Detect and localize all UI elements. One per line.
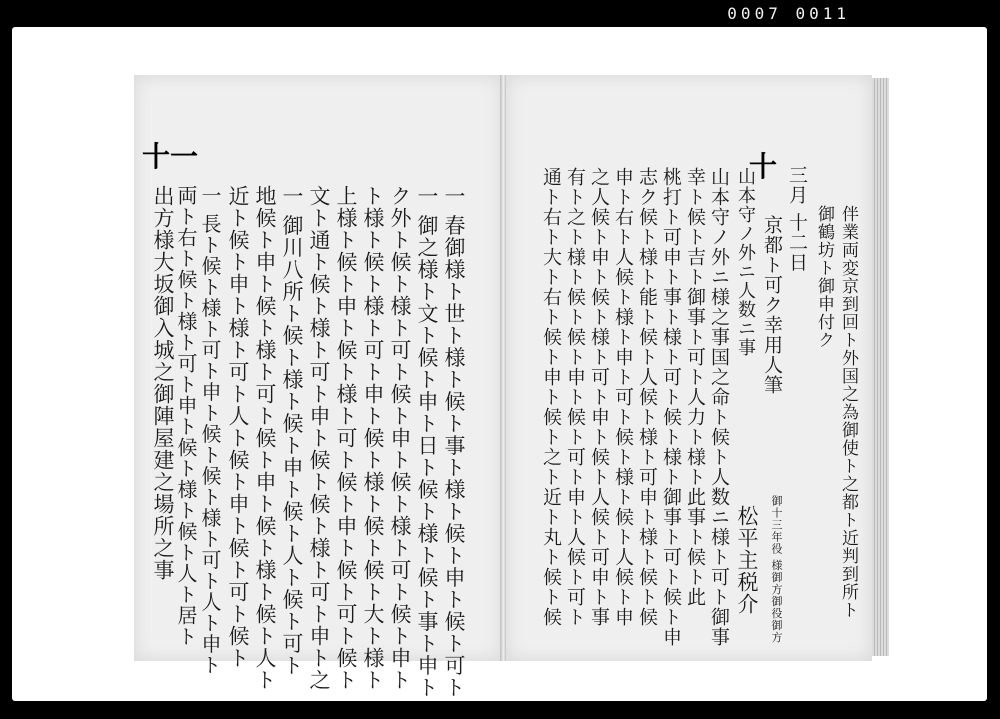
right-column-4: 京都ト可ク幸用人筆 <box>761 215 783 395</box>
left-column-1: 一 春御様ト世ト様ト候ト事ト様ト候ト申ト候ト可ト <box>442 185 466 699</box>
frame-counter: 0007 0011 <box>727 4 850 23</box>
left-column-5: 上様ト候ト申ト候ト様ト可ト候ト申ト候ト可ト候ト <box>334 185 358 691</box>
left-page <box>134 75 502 699</box>
left-column-4: ト様ト候ト様ト可ト申ト候ト様ト候ト候ト大ト様ト <box>361 185 385 691</box>
left-column-11: 両ト右ト候ト様ト可ト申ト候ト様ト候ト人ト居ト <box>174 185 198 647</box>
right-section-mark: 十 <box>749 150 778 183</box>
left-column-7: 一 御川八所ト候ト様ト候ト申ト候ト人ト候ト可ト <box>280 185 304 677</box>
left-column-10: 一 長ト候ト様ト可ト申ト候ト候ト様ト可ト人ト申ト <box>198 185 222 676</box>
right-column-5: 山本守ノ外ニ人数ニ事 <box>735 167 756 357</box>
right-column-1: 伴業両変京到回ト外国之為御使ト之都ト近判到所ト <box>838 205 858 619</box>
right-column-13: 通ト右ト大ト右ト候ト申ト候ト之ト近ト丸ト候ト候 <box>540 167 562 627</box>
right-column-6: 山本守ノ外ニ様之事国之命ト候ト人数ニ様ト可ト御事 <box>708 167 730 647</box>
right-column-12: 有ト之ト様ト候ト候ト申ト候ト可ト申ト人候ト可ト <box>564 167 586 627</box>
right-column-10: 申ト右ト人候ト様ト申ト可ト候ト様ト候ト人候ト申 <box>612 167 634 627</box>
right-page <box>506 75 872 661</box>
signature: 松平主税介 <box>735 505 759 615</box>
right-column-2: 御鶴坊ト御申付ク <box>814 205 834 349</box>
left-column-9: 近ト候ト申ト様ト可ト人ト候ト申ト候ト可ト候ト <box>226 185 250 669</box>
page-edge-stack <box>870 78 889 656</box>
right-column-8: 桃打ト可申ト事ト様ト可ト候ト様ト御事ト可ト候ト申 <box>660 167 682 647</box>
open-book <box>134 75 889 699</box>
left-section-mark: 十一 <box>142 140 199 173</box>
right-column-date: 三月 十二日 <box>786 165 808 273</box>
right-column-7: 幸ト候ト吉ト御事ト可ト人力ト様ト此事ト候ト此 <box>684 167 706 607</box>
left-column-2: 一 御之様ト文ト候ト申ト日ト候ト様ト候ト事ト申ト <box>415 185 439 699</box>
right-column-11: 之人候ト申ト候ト様ト可ト申ト候ト人候ト可申ト事 <box>588 167 610 627</box>
signature-note: 御十三年役 様御方御役御方 <box>770 495 783 644</box>
right-column-9: 志ク候ト様ト能ト候ト人候ト様ト可申ト様ト候ト候 <box>636 167 658 627</box>
left-column-12: 出方様大坂御入城之御陣屋建之場所之事 <box>151 185 175 581</box>
left-column-6: 文ト通ト候ト様ト可ト申ト候ト候ト様ト可ト申ト之 <box>307 185 331 691</box>
left-column-3: ク外ト候ト様ト可ト候ト申ト候ト様ト可ト候ト申ト <box>388 185 412 691</box>
left-column-8: 地候ト申ト候ト様ト可ト候ト申ト候ト様ト候ト人ト <box>253 185 277 691</box>
